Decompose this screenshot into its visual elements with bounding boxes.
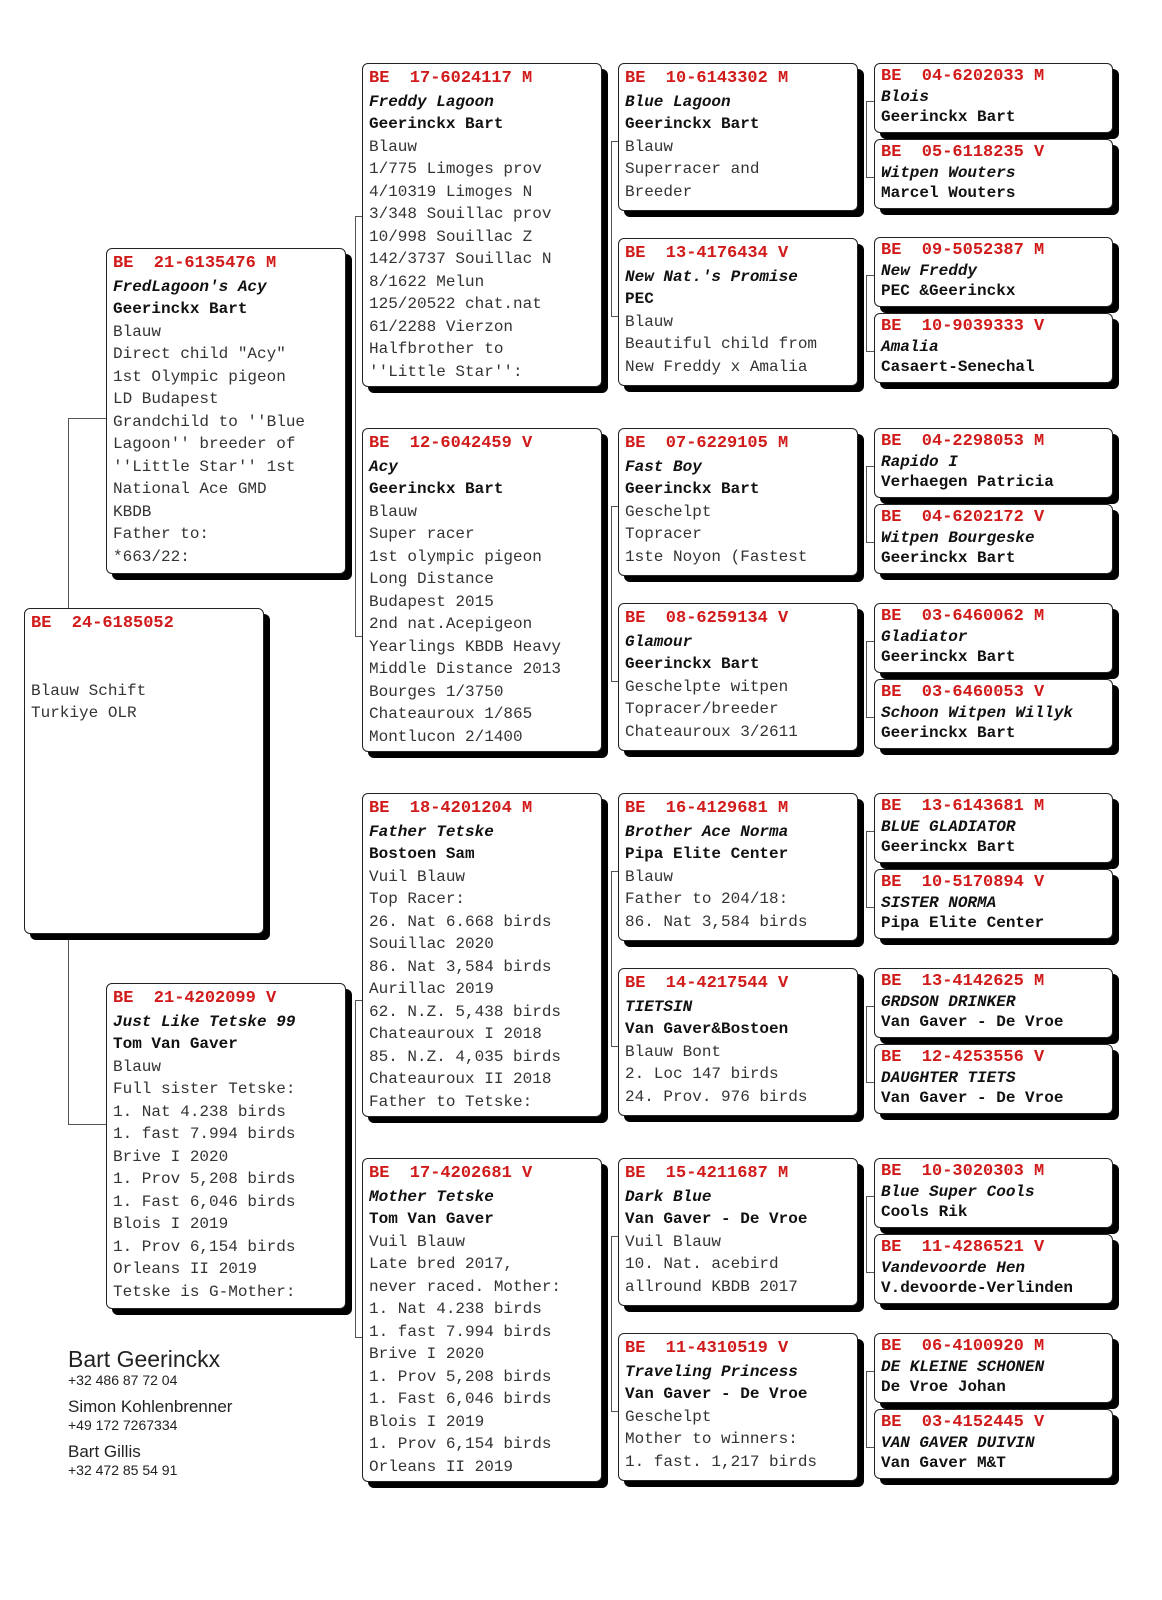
note-line: 1. Nat 4.238 birds bbox=[113, 1102, 286, 1121]
pigeon-breeder: Geerinckx Bart bbox=[113, 300, 248, 318]
pigeon-color: Blauw bbox=[625, 312, 674, 331]
connector-line bbox=[611, 1236, 612, 1411]
note-line: 2. Loc 147 birds bbox=[625, 1065, 779, 1083]
note-line: Grandchild to ''Blue bbox=[113, 412, 306, 431]
note-line: 1. Prov 5,208 birds bbox=[113, 1170, 296, 1188]
ring-number: BE 03-6460062 M bbox=[881, 607, 1045, 626]
pigeon-breeder: Van Gaver M&T bbox=[881, 1454, 1006, 1472]
pigeon-color: Blauw bbox=[113, 1057, 162, 1076]
ring-number: BE 09-5052387 M bbox=[881, 241, 1045, 260]
pigeon-breeder: Geerinckx Bart bbox=[881, 549, 1016, 567]
pigeon-notes bbox=[625, 888, 851, 933]
pigeon-name: Mother Tetske bbox=[369, 1187, 494, 1206]
pigeon-card-g16 bbox=[874, 1409, 1113, 1479]
pigeon-breeder: Geerinckx Bart bbox=[625, 655, 760, 673]
pigeon-name: Blue Lagoon bbox=[625, 92, 731, 111]
pigeon-notes bbox=[31, 702, 257, 725]
connector-line bbox=[866, 101, 867, 177]
note-line: 1. Prov 6,154 birds bbox=[113, 1237, 296, 1256]
note-line: Yearlings KBDB Heavy bbox=[369, 637, 562, 656]
pigeon-breeder: Tom Van Gaver bbox=[113, 1035, 238, 1053]
pigeon-card-g9 bbox=[874, 793, 1113, 863]
pigeon-notes bbox=[369, 1253, 595, 1478]
pigeon-name: New Freddy bbox=[881, 262, 978, 280]
pigeon-name: VAN GAVER DUIVIN bbox=[881, 1434, 1035, 1452]
connector-line bbox=[866, 1371, 867, 1447]
note-line: Late bred 2017, bbox=[369, 1255, 514, 1273]
ring-number: BE 21-4202099 V bbox=[113, 989, 277, 1008]
pigeon-name: Acy bbox=[369, 457, 398, 476]
pigeon-card-dam bbox=[106, 983, 346, 1309]
ring-number: BE 06-4100920 M bbox=[881, 1337, 1045, 1356]
pigeon-card-dsd bbox=[618, 968, 858, 1116]
ring-number: BE 11-4286521 V bbox=[881, 1238, 1045, 1257]
ring-number: BE 11-4310519 V bbox=[625, 1339, 789, 1358]
pigeon-name: Glamour bbox=[625, 632, 693, 651]
note-line: 1st Olympic pigeon bbox=[113, 367, 286, 386]
connector-line bbox=[611, 871, 612, 1046]
note-line: 26. Nat 6.668 birds bbox=[369, 912, 552, 931]
pigeon-card-g5 bbox=[874, 428, 1113, 498]
pigeon-card-ddd bbox=[618, 1333, 858, 1481]
pigeon-card-sds bbox=[618, 428, 858, 576]
pigeon-name: DE KLEINE SCHONEN bbox=[881, 1358, 1045, 1376]
ring-number: BE 04-6202172 V bbox=[881, 508, 1045, 527]
note-line: 3/348 Souillac prov bbox=[369, 205, 552, 223]
note-line: Breeder bbox=[625, 182, 693, 201]
note-line: 1. Nat 4.238 birds bbox=[369, 1300, 542, 1318]
contact-name: Simon Kohlenbrenner bbox=[68, 1397, 233, 1416]
note-line: Mother to winners: bbox=[625, 1430, 798, 1448]
contact-name: Bart Gillis bbox=[68, 1442, 141, 1461]
note-line: Halfbrother to bbox=[369, 340, 504, 358]
pigeon-color: Blauw Schift bbox=[31, 681, 147, 700]
pigeon-card-g2 bbox=[874, 139, 1113, 209]
ring-number: BE 13-4176434 V bbox=[625, 244, 789, 263]
pigeon-name: Traveling Princess bbox=[625, 1362, 798, 1381]
pigeon-name: Blois bbox=[881, 88, 930, 106]
contact-list bbox=[68, 1346, 232, 1487]
note-line: Chateauroux II 2018 bbox=[369, 1070, 552, 1088]
note-line: 62. N.Z. 5,438 birds bbox=[369, 1002, 562, 1021]
note-line: Brive I 2020 bbox=[113, 1147, 229, 1166]
pigeon-card-g1 bbox=[874, 63, 1113, 133]
ring-number: BE 13-4142625 M bbox=[881, 972, 1045, 991]
pigeon-card-g13 bbox=[874, 1158, 1113, 1228]
pigeon-notes bbox=[369, 888, 595, 1113]
note-line: Top Racer: bbox=[369, 890, 466, 908]
pigeon-notes bbox=[625, 523, 851, 568]
connector-line bbox=[866, 275, 867, 351]
note-line: Bourges 1/3750 bbox=[369, 682, 504, 701]
pigeon-breeder: Van Gaver - De Vroe bbox=[625, 1385, 808, 1403]
pigeon-card-dss bbox=[618, 793, 858, 941]
contact-phone: +32 486 87 72 04 bbox=[68, 1372, 178, 1388]
note-line: 1. Prov 5,208 birds bbox=[369, 1367, 552, 1386]
note-line: ''Little Star'' 1st bbox=[113, 457, 296, 476]
pigeon-name: Rapido I bbox=[881, 453, 958, 471]
note-line: 24. Prov. 976 birds bbox=[625, 1087, 808, 1106]
pigeon-breeder: Marcel Wouters bbox=[881, 184, 1016, 202]
pigeon-name: Blue Super Cools bbox=[881, 1183, 1035, 1201]
pigeon-card-g10 bbox=[874, 869, 1113, 939]
note-line: Superracer and bbox=[625, 160, 760, 178]
pigeon-name: BLUE GLADIATOR bbox=[881, 818, 1016, 836]
note-line: 1. fast. 1,217 birds bbox=[625, 1452, 818, 1471]
pigeon-breeder: Geerinckx Bart bbox=[881, 648, 1016, 666]
pigeon-breeder: Geerinckx Bart bbox=[881, 838, 1016, 856]
ring-number: BE 03-4152445 V bbox=[881, 1413, 1045, 1432]
pigeon-card-ss bbox=[362, 63, 602, 387]
contact-name: Bart Geerinckx bbox=[68, 1346, 221, 1372]
pigeon-name: Schoon Witpen Willyk bbox=[881, 704, 1074, 722]
contact-entry bbox=[68, 1346, 232, 1388]
pigeon-breeder: Van Gaver&Bostoen bbox=[625, 1020, 789, 1038]
ring-number: BE 17-4202681 V bbox=[369, 1164, 533, 1183]
ring-number: BE 10-9039333 V bbox=[881, 317, 1045, 336]
connector-line bbox=[68, 1124, 108, 1125]
pigeon-notes bbox=[369, 523, 595, 748]
ring-number: BE 14-4217544 V bbox=[625, 974, 789, 993]
note-line: 1. Prov 6,154 birds bbox=[369, 1435, 552, 1453]
ring-number: BE 24-6185052 bbox=[31, 614, 174, 633]
pigeon-notes bbox=[625, 1253, 851, 1298]
pigeon-card-sd bbox=[362, 428, 602, 752]
note-line: 1. Fast 6,046 birds bbox=[369, 1390, 552, 1408]
pigeon-card-g12 bbox=[874, 1044, 1113, 1114]
pigeon-breeder: Tom Van Gaver bbox=[369, 1210, 494, 1228]
note-line: Orleans II 2019 bbox=[369, 1457, 514, 1476]
note-line: 61/2288 Vierzon bbox=[369, 317, 514, 336]
pigeon-name: TIETSIN bbox=[625, 997, 693, 1016]
ring-number: BE 18-4201204 M bbox=[369, 799, 533, 818]
pigeon-name: Freddy Lagoon bbox=[369, 92, 494, 111]
pigeon-breeder: Van Gaver - De Vroe bbox=[881, 1089, 1064, 1107]
connector-line bbox=[355, 1000, 356, 1337]
ring-number: BE 17-6024117 M bbox=[369, 69, 533, 88]
connector-line bbox=[866, 466, 867, 542]
note-line: 10. Nat. acebird bbox=[625, 1255, 779, 1273]
pigeon-name: FredLagoon's Acy bbox=[113, 277, 267, 296]
pigeon-card-g11 bbox=[874, 968, 1113, 1038]
note-line: never raced. Mother: bbox=[369, 1277, 562, 1296]
connector-line bbox=[866, 641, 867, 717]
pigeon-color: Blauw bbox=[369, 137, 418, 156]
pigeon-color: Blauw bbox=[369, 502, 418, 521]
pigeon-card-g8 bbox=[874, 679, 1113, 749]
pigeon-name: GRDSON DRINKER bbox=[881, 993, 1016, 1011]
note-line: 1/775 Limoges prov bbox=[369, 160, 542, 178]
pigeon-card-g4 bbox=[874, 313, 1113, 383]
note-line: *663/22: bbox=[113, 547, 190, 566]
note-line: Chateauroux I 2018 bbox=[369, 1025, 542, 1043]
pigeon-card-sss bbox=[618, 63, 858, 211]
pigeon-name: New Nat.'s Promise bbox=[625, 267, 798, 286]
note-line: Father to Tetske: bbox=[369, 1092, 533, 1111]
connector-line bbox=[611, 141, 612, 316]
pigeon-card-sire bbox=[106, 248, 346, 574]
pigeon-name: Just Like Tetske 99 bbox=[113, 1012, 296, 1031]
ring-number: BE 21-6135476 M bbox=[113, 254, 277, 273]
pigeon-name: Father Tetske bbox=[369, 822, 494, 841]
note-line: 86. Nat 3,584 birds bbox=[369, 957, 552, 976]
pigeon-color: Vuil Blauw bbox=[369, 1232, 466, 1251]
pigeon-notes bbox=[113, 343, 339, 568]
note-line: Turkiye OLR bbox=[31, 704, 137, 722]
note-line: ''Little Star'': bbox=[369, 362, 523, 381]
ring-number: BE 04-6202033 M bbox=[881, 67, 1045, 86]
connector-line bbox=[866, 831, 867, 907]
pigeon-notes bbox=[625, 158, 851, 203]
pigeon-breeder: Geerinckx Bart bbox=[369, 480, 504, 498]
pigeon-notes bbox=[625, 698, 851, 743]
note-line: Blois I 2019 bbox=[369, 1412, 485, 1431]
pigeon-breeder: Geerinckx Bart bbox=[881, 108, 1016, 126]
note-line: 142/3737 Souillac N bbox=[369, 250, 552, 268]
note-line: Brive I 2020 bbox=[369, 1345, 485, 1363]
contact-phone: +49 172 7267334 bbox=[68, 1417, 178, 1433]
note-line: Father to: bbox=[113, 525, 210, 543]
pigeon-color: Vuil Blauw bbox=[369, 867, 466, 886]
pigeon-breeder: Cools Rik bbox=[881, 1203, 968, 1221]
pigeon-breeder: Van Gaver - De Vroe bbox=[625, 1210, 808, 1228]
note-line: 8/1622 Melun bbox=[369, 272, 485, 291]
connector-line bbox=[68, 418, 69, 610]
ring-number: BE 03-6460053 V bbox=[881, 683, 1045, 702]
note-line: 4/10319 Limoges N bbox=[369, 182, 533, 201]
ring-number: BE 04-2298053 M bbox=[881, 432, 1045, 451]
ring-number: BE 08-6259134 V bbox=[625, 609, 789, 628]
pigeon-breeder: PEC &Geerinckx bbox=[881, 282, 1016, 300]
note-line: Direct child "Acy" bbox=[113, 345, 286, 363]
ring-number: BE 10-3020303 M bbox=[881, 1162, 1045, 1181]
connector-line bbox=[355, 216, 356, 636]
connector-line bbox=[866, 1006, 867, 1082]
connector-line bbox=[68, 418, 108, 419]
pigeon-breeder: De Vroe Johan bbox=[881, 1378, 1006, 1396]
ring-number: BE 15-4211687 M bbox=[625, 1164, 789, 1183]
pigeon-card-g14 bbox=[874, 1234, 1113, 1304]
note-line: 125/20522 chat.nat bbox=[369, 295, 542, 313]
pigeon-name: Brother Ace Norma bbox=[625, 822, 789, 841]
pigeon-card-g3 bbox=[874, 237, 1113, 307]
pigeon-breeder: Pipa Elite Center bbox=[881, 914, 1045, 932]
note-line: Souillac 2020 bbox=[369, 935, 494, 953]
note-line: Aurillac 2019 bbox=[369, 980, 494, 998]
pigeon-card-root bbox=[24, 608, 264, 934]
note-line: 10/998 Souillac Z bbox=[369, 227, 533, 246]
note-line: 2nd nat.Acepigeon bbox=[369, 615, 533, 633]
ring-number: BE 07-6229105 M bbox=[625, 434, 789, 453]
ring-number: BE 12-6042459 V bbox=[369, 434, 533, 453]
pigeon-card-g7 bbox=[874, 603, 1113, 673]
pigeon-breeder: Pipa Elite Center bbox=[625, 845, 789, 863]
pigeon-breeder: Geerinckx Bart bbox=[369, 115, 504, 133]
note-line: LD Budapest bbox=[113, 390, 219, 408]
note-line: Tetske is G-Mother: bbox=[113, 1282, 296, 1301]
pigeon-breeder: V.devoorde-Verlinden bbox=[881, 1279, 1074, 1297]
pigeon-name: DAUGHTER TIETS bbox=[881, 1069, 1016, 1087]
note-line: Orleans II 2019 bbox=[113, 1260, 258, 1278]
ring-number: BE 13-6143681 M bbox=[881, 797, 1045, 816]
pigeon-card-dd bbox=[362, 1158, 602, 1482]
pigeon-name: Witpen Wouters bbox=[881, 164, 1016, 182]
ring-number: BE 12-4253556 V bbox=[881, 1048, 1045, 1067]
pigeon-name: Gladiator bbox=[881, 628, 968, 646]
note-line: National Ace GMD bbox=[113, 480, 267, 498]
contact-phone: +32 472 85 54 91 bbox=[68, 1462, 178, 1478]
pigeon-card-ds bbox=[362, 793, 602, 1117]
ring-number: BE 10-6143302 M bbox=[625, 69, 789, 88]
note-line: New Freddy x Amalia bbox=[625, 357, 808, 376]
pigeon-notes bbox=[625, 1428, 851, 1473]
pigeon-color: Blauw bbox=[625, 867, 674, 886]
pigeon-name: Dark Blue bbox=[625, 1187, 712, 1206]
connector-line bbox=[68, 938, 69, 1124]
pigeon-breeder: Verhaegen Patricia bbox=[881, 473, 1054, 491]
connector-line bbox=[866, 1196, 867, 1272]
note-line: Middle Distance 2013 bbox=[369, 660, 562, 678]
pigeon-name: SISTER NORMA bbox=[881, 894, 997, 912]
pigeon-notes bbox=[113, 1078, 339, 1303]
pigeon-name: Fast Boy bbox=[625, 457, 702, 476]
pigeon-notes bbox=[625, 1063, 851, 1108]
pigeon-color: Geschelpt bbox=[625, 1407, 712, 1426]
note-line: 1. fast 7.994 birds bbox=[113, 1125, 296, 1143]
pigeon-breeder: Geerinckx Bart bbox=[881, 724, 1016, 742]
note-line: 1st olympic pigeon bbox=[369, 547, 542, 566]
note-line: 1ste Noyon (Fastest bbox=[625, 547, 808, 566]
pigeon-card-ssd bbox=[618, 238, 858, 386]
pigeon-notes bbox=[625, 333, 851, 378]
pigeon-color: Blauw bbox=[625, 137, 674, 156]
pigeon-color: Geschelpte witpen bbox=[625, 677, 789, 696]
connector-line bbox=[611, 506, 612, 681]
pigeon-breeder: Bostoen Sam bbox=[369, 845, 475, 863]
note-line: Super racer bbox=[369, 525, 475, 543]
pigeon-breeder: Van Gaver - De Vroe bbox=[881, 1013, 1064, 1031]
ring-number: BE 05-6118235 V bbox=[881, 143, 1045, 162]
note-line: 85. N.Z. 4,035 birds bbox=[369, 1047, 562, 1066]
note-line: Topracer/breeder bbox=[625, 700, 779, 718]
pigeon-card-dds bbox=[618, 1158, 858, 1306]
note-line: Full sister Tetske: bbox=[113, 1080, 296, 1098]
pigeon-breeder: Casaert-Senechal bbox=[881, 358, 1035, 376]
pigeon-name: Amalia bbox=[881, 338, 939, 356]
note-line: 86. Nat 3,584 birds bbox=[625, 912, 808, 931]
note-line: Lagoon'' breeder of bbox=[113, 435, 296, 453]
pigeon-card-g15 bbox=[874, 1333, 1113, 1403]
ring-number: BE 10-5170894 V bbox=[881, 873, 1045, 892]
note-line: Beautiful child from bbox=[625, 335, 818, 353]
pigeon-name: Vandevoorde Hen bbox=[881, 1259, 1026, 1277]
note-line: Blois I 2019 bbox=[113, 1215, 229, 1233]
contact-entry bbox=[68, 1442, 232, 1478]
pigeon-breeder: PEC bbox=[625, 290, 654, 308]
pigeon-breeder: Geerinckx Bart bbox=[625, 480, 760, 498]
note-line: Montlucon 2/1400 bbox=[369, 727, 523, 746]
pigeon-color: Blauw Bont bbox=[625, 1042, 722, 1061]
note-line: KBDB bbox=[113, 502, 152, 521]
note-line: Topracer bbox=[625, 525, 702, 543]
note-line: Father to 204/18: bbox=[625, 890, 789, 908]
note-line: Budapest 2015 bbox=[369, 592, 494, 611]
pigeon-color: Vuil Blauw bbox=[625, 1232, 722, 1251]
note-line: allround KBDB 2017 bbox=[625, 1277, 798, 1296]
pigeon-breeder: Geerinckx Bart bbox=[625, 115, 760, 133]
note-line: Chateauroux 3/2611 bbox=[625, 722, 798, 741]
pigeon-notes bbox=[369, 158, 595, 383]
contact-entry bbox=[68, 1397, 232, 1433]
pigeon-card-g6 bbox=[874, 504, 1113, 574]
pigeon-color: Blauw bbox=[113, 322, 162, 341]
pigeon-color: Geschelpt bbox=[625, 502, 712, 521]
ring-number: BE 16-4129681 M bbox=[625, 799, 789, 818]
note-line: Long Distance bbox=[369, 570, 494, 588]
pigeon-card-sdd bbox=[618, 603, 858, 751]
note-line: Chateauroux 1/865 bbox=[369, 705, 533, 723]
note-line: 1. fast 7.994 birds bbox=[369, 1322, 552, 1341]
pigeon-name: Witpen Bourgeske bbox=[881, 529, 1035, 547]
note-line: 1. Fast 6,046 birds bbox=[113, 1192, 296, 1211]
